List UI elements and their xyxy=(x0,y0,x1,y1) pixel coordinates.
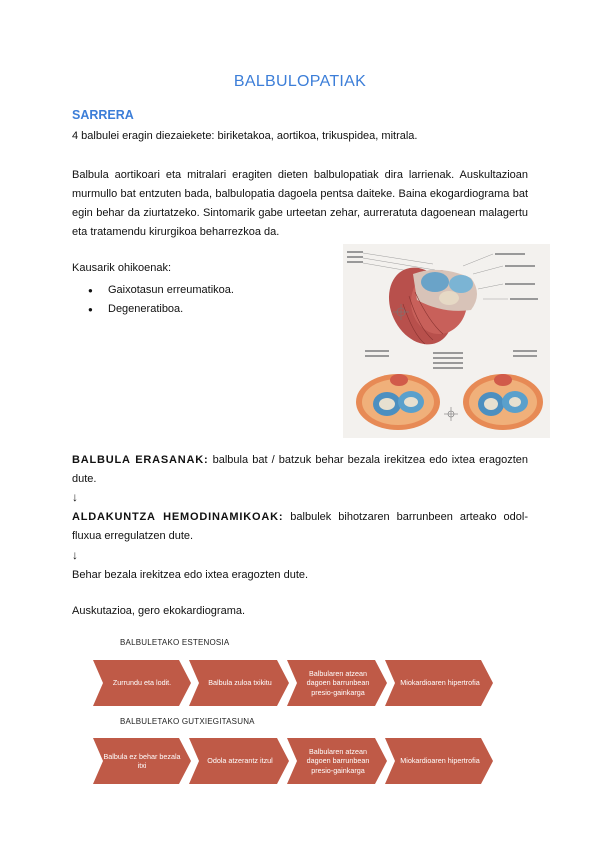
causes-list xyxy=(88,281,234,319)
flow-step: Balbula ez behar bezala itxi xyxy=(103,751,181,770)
cause-item: ● Gaixotasun erreumatikoa. xyxy=(88,281,234,300)
flow-step: Miokardioaren hipertrofia xyxy=(400,678,480,688)
insufficiency-flow-label: BALBULETAKO GUTXIEGITASUNA xyxy=(120,717,255,726)
hemodynamic-label: ALDAKUNTZA HEMODINAMIKOAK: xyxy=(72,511,284,523)
flow-step: Balbularen atzean dagoen barrunbean presio-gainkarga xyxy=(306,668,370,697)
flow-step: Miokardioaren hipertrofia xyxy=(400,756,480,766)
section-heading: SARRERA xyxy=(72,108,134,122)
valve-damage-text: balbula bat / batzuk behar bezala irekitzea edo ixtea eragozten dute. xyxy=(72,454,528,485)
heart-valves-illustration xyxy=(343,244,550,438)
stenosis-flow-label: BALBULETAKO ESTENOSIA xyxy=(120,638,230,647)
valve-damage-paragraph xyxy=(72,451,528,489)
insufficiency-flow xyxy=(93,738,493,784)
flow-step: Balbularen atzean dagoen barrunbean presio-gainkarga xyxy=(306,746,370,775)
flow-step: Odola atzerantz itzul xyxy=(207,756,273,766)
hemodynamic-text: balbulek bihotzaren barrunbeen arteako odol-fluxua erregulatzen dute. xyxy=(72,511,529,542)
down-arrow-icon: ↓ xyxy=(72,548,78,562)
flow-step: Balbula zuloa txikitu xyxy=(208,678,272,688)
valve-damage-label: BALBULA ERASANAK: xyxy=(72,454,209,466)
stenosis-flow xyxy=(93,660,493,706)
hemodynamic-paragraph xyxy=(72,508,528,546)
diagnosis-line: Auskutazioa, gero ekokardiograma. xyxy=(72,605,246,617)
intro-line: 4 balbulei eragin diezaiekete: biriketakoa, aortikoa, trikuspidea, mitrala. xyxy=(72,130,418,142)
result-line: Behar bezala irekitzea edo ixtea eragozten dute. xyxy=(72,569,309,581)
page-title: BALBULOPATIAK xyxy=(233,73,367,90)
flow-step: Zurrundu eta lodit. xyxy=(112,678,172,688)
intro-paragraph: Balbula aortikoari eta mitralari eragiten dieten balbulopatiak dira larrienak. Auskultazioan murmullo bat entzuten bada, balbulopatia dagoela pentsa daiteke. Baina ekogardiograma bat egin behar da ziurtatzeko. Sintomarik gabe urteetan zehar, aurreratuta dagoenean malagertu eta tratamendu kirurgikoa beharrezkoa da. xyxy=(72,169,528,238)
cause-item: ● Degeneratiboa. xyxy=(88,300,234,319)
causes-label: Kausarik ohikoenak: xyxy=(72,262,172,274)
down-arrow-icon: ↓ xyxy=(72,490,78,504)
